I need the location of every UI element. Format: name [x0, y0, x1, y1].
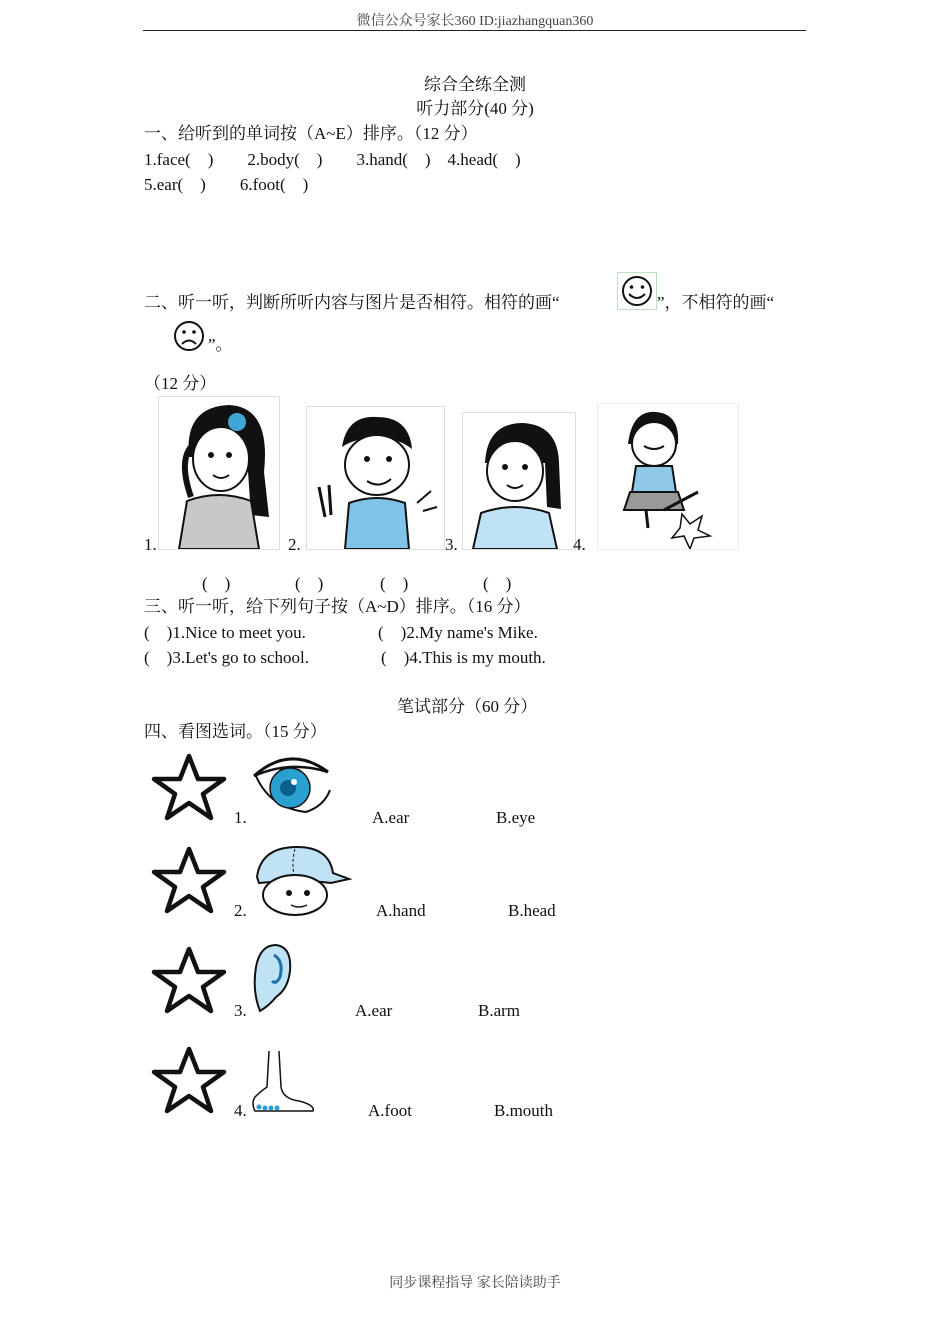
sad-face-icon [172, 320, 206, 352]
picture-label-3: 3. [445, 535, 458, 554]
item1-number: 1. [234, 808, 247, 827]
item2-option-b[interactable]: B.head [508, 901, 556, 920]
section4-heading: 四、看图选词。（15 分） [144, 722, 327, 741]
head-icon [251, 843, 352, 917]
item2-number: 2. [234, 901, 247, 920]
section2-heading-part-a: 二、听一听，判断所听内容与图片是否相符。相符的画“ [144, 293, 560, 312]
page-title: 综合全练全测 [424, 75, 526, 94]
item2-option-a[interactable]: A.hand [376, 901, 426, 920]
girl-kicking-picture [597, 403, 739, 550]
writing-section-title: 笔试部分（60 分） [397, 697, 538, 716]
page-header-text: 微信公众号家长360 ID:jiazhangquan360 [356, 14, 594, 29]
boy-snapping-fingers-picture [306, 406, 445, 550]
answer-bracket-2[interactable]: ( ) [295, 574, 324, 593]
answer-bracket-1[interactable]: ( ) [202, 574, 231, 593]
section1-line2: 5.ear( ) 6.foot( ) [144, 175, 309, 194]
eye-icon [250, 746, 332, 818]
item4-number: 4. [234, 1101, 247, 1120]
item3-option-a[interactable]: A.ear [355, 1001, 393, 1020]
item1-option-b[interactable]: B.eye [496, 808, 536, 827]
section1-line1: 1.face( ) 2.body( ) 3.hand( ) 4.head( ) [144, 150, 521, 169]
star-icon [144, 751, 234, 823]
picture-label-4: 4. [573, 535, 586, 554]
section2-heading-part-b: ”，不相符的画“ [657, 293, 775, 312]
foot-icon [249, 1047, 320, 1115]
section3-heading: 三、听一听，给下列句子按（A~D）排序。（16 分） [144, 597, 531, 616]
star-icon [144, 844, 234, 916]
picture-label-1: 1. [144, 535, 157, 554]
girl-touching-hair-picture [462, 412, 576, 550]
sentence-2: ( )2.My name's Mike. [378, 623, 538, 642]
item4-option-a[interactable]: A.foot [368, 1101, 412, 1120]
sentence-1: ( )1.Nice to meet you. [144, 623, 306, 642]
section2-points: （12 分） [144, 374, 217, 393]
sentence-4: ( )4.This is my mouth. [381, 648, 546, 667]
item1-option-a[interactable]: A.ear [372, 808, 410, 827]
star-icon [144, 1044, 234, 1116]
picture-label-2: 2. [288, 535, 301, 554]
section2-heading-part-c: ”。 [208, 335, 233, 354]
item3-number: 3. [234, 1001, 247, 1020]
item4-option-b[interactable]: B.mouth [494, 1101, 554, 1120]
page-footer-text: 同步课程指导 家长陪读助手 [389, 1276, 561, 1291]
header-divider [143, 30, 806, 31]
answer-bracket-4[interactable]: ( ) [483, 574, 512, 593]
item3-option-b[interactable]: B.arm [478, 1001, 521, 1020]
answer-bracket-3[interactable]: ( ) [380, 574, 409, 593]
ear-icon [250, 941, 294, 1017]
smiley-face-icon [617, 272, 657, 310]
sentence-3: ( )3.Let's go to school. [144, 648, 310, 667]
girl-touching-eye-picture [158, 396, 280, 550]
listening-section-title: 听力部分(40 分) [416, 99, 534, 118]
star-icon [144, 944, 234, 1016]
section1-heading: 一、给听到的单词按（A~E）排序。（12 分） [144, 124, 478, 143]
